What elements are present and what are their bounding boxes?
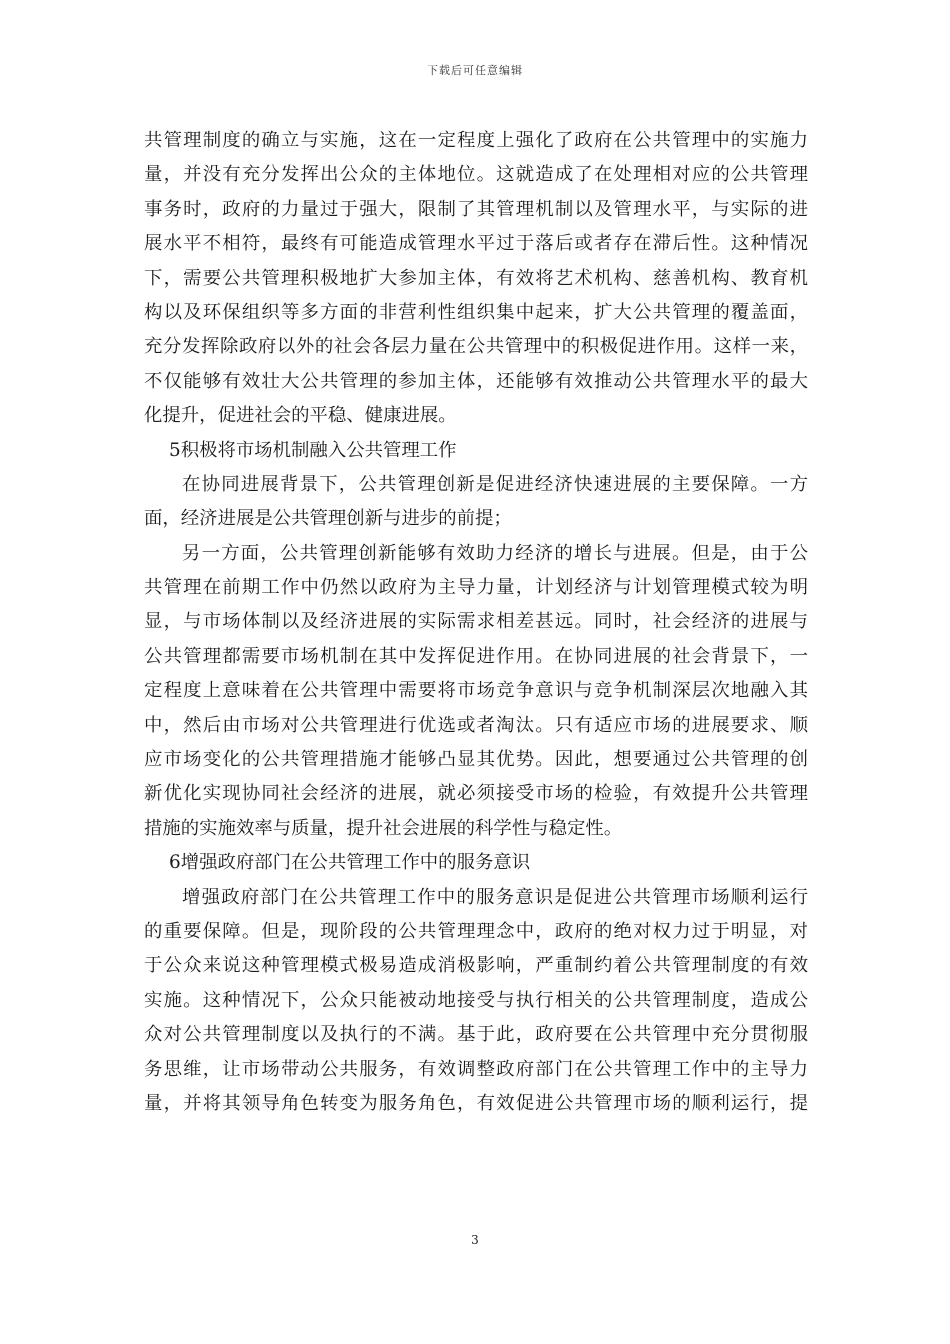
paragraph-line: 面，经济进展是公共管理创新与进步的前提； — [144, 508, 512, 530]
paragraph-line: 量，并将其领导角色转变为服务角色，有效促进公共管理市场的顺利运行，提 — [144, 1092, 808, 1114]
heading-text: 5积极将市场机制融入公共管理工作 — [169, 439, 457, 461]
paragraph-line: 务思维，让市场带动公共服务，有效调整政府部门在公共管理工作中的主导力 — [144, 1058, 808, 1080]
paragraph-line: 的重要保障。但是，现阶段的公共管理理念中，政府的绝对权力过于明显，对 — [144, 920, 808, 942]
paragraph — [144, 881, 808, 1122]
paragraph-line: 应市场变化的公共管理措施才能够凸显其优势。因此，想要通过公共管理的创 — [144, 749, 808, 771]
paragraph — [144, 537, 808, 847]
paragraph-line: 下，需要公共管理积极地扩大参加主体，有效将艺术机构、慈善机构、教育机 — [144, 267, 808, 289]
paragraph-line: 增强政府部门在公共管理工作中的服务意识是促进公共管理市场顺利运行 — [182, 886, 808, 908]
paragraph-line: 措施的实施效率与质量，提升社会进展的科学性与稳定性。 — [144, 817, 623, 839]
page-header: 下载后可任意编辑 — [427, 64, 523, 77]
paragraph-line: 化提升，促进社会的平稳、健康进展。 — [144, 405, 457, 427]
document-body — [144, 124, 808, 1121]
paragraph-line: 新优化实现协同社会经济的进展，就必须接受市场的检验，有效提升公共管理 — [144, 783, 808, 805]
section-heading — [144, 434, 808, 468]
paragraph-line: 不仅能够有效壮大公共管理的参加主体，还能够有效推动公共管理水平的最大 — [144, 370, 808, 392]
paragraph-line: 充分发挥除政府以外的社会各层力量在公共管理中的积极促进作用。这样一来， — [144, 336, 808, 358]
paragraph-line: 实施。这种情况下，公众只能被动地接受与执行相关的公共管理制度，造成公 — [144, 989, 808, 1011]
paragraph-line: 公共管理都需要市场机制在其中发挥促进作用。在协同进展的社会背景下，一 — [144, 645, 808, 667]
heading-text: 6增强政府部门在公共管理工作中的服务意识 — [169, 852, 531, 874]
paragraph — [144, 468, 808, 537]
paragraph-line: 众对公共管理制度以及执行的不满。基于此，政府要在公共管理中充分贯彻服 — [144, 1024, 808, 1046]
paragraph-line: 展水平不相符，最终有可能造成管理水平过于落后或者存在滞后性。这种情况 — [144, 233, 808, 255]
paragraph-line: 共管理制度的确立与实施，这在一定程度上强化了政府在公共管理中的实施力 — [144, 130, 808, 151]
paragraph-line: 于公众来说这种管理模式极易造成消极影响，严重制约着公共管理制度的有效 — [144, 955, 808, 977]
section-heading — [144, 846, 808, 880]
paragraph-line: 另一方面，公共管理创新能够有效助力经济的增长与进展。但是，由于公 — [182, 542, 808, 564]
paragraph-line: 在协同进展背景下，公共管理创新是促进经济快速进展的主要保障。一方 — [182, 473, 808, 495]
paragraph-line: 共管理在前期工作中仍然以政府为主导力量，计划经济与计划管理模式较为明 — [144, 577, 808, 599]
paragraph-line: 显，与市场体制以及经济进展的实际需求相差甚远。同时，社会经济的进展与 — [144, 611, 808, 633]
paragraph-line: 量，并没有充分发挥出公众的主体地位。这就造成了在处理相对应的公共管理 — [144, 164, 808, 186]
paragraph-line: 事务时，政府的力量过于强大，限制了其管理机制以及管理水平，与实际的进 — [144, 198, 808, 220]
paragraph-line: 中，然后由市场对公共管理进行优选或者淘汰。只有适应市场的进展要求、顺 — [144, 714, 808, 736]
paragraph-line: 定程度上意味着在公共管理中需要将市场竞争意识与竞争机制深层次地融入其 — [144, 680, 808, 702]
page-number: 3 — [471, 1233, 479, 1247]
paragraph-line: 构以及环保组织等多方面的非营利性组织集中起来，扩大公共管理的覆盖面， — [144, 301, 808, 323]
paragraph — [144, 124, 808, 434]
